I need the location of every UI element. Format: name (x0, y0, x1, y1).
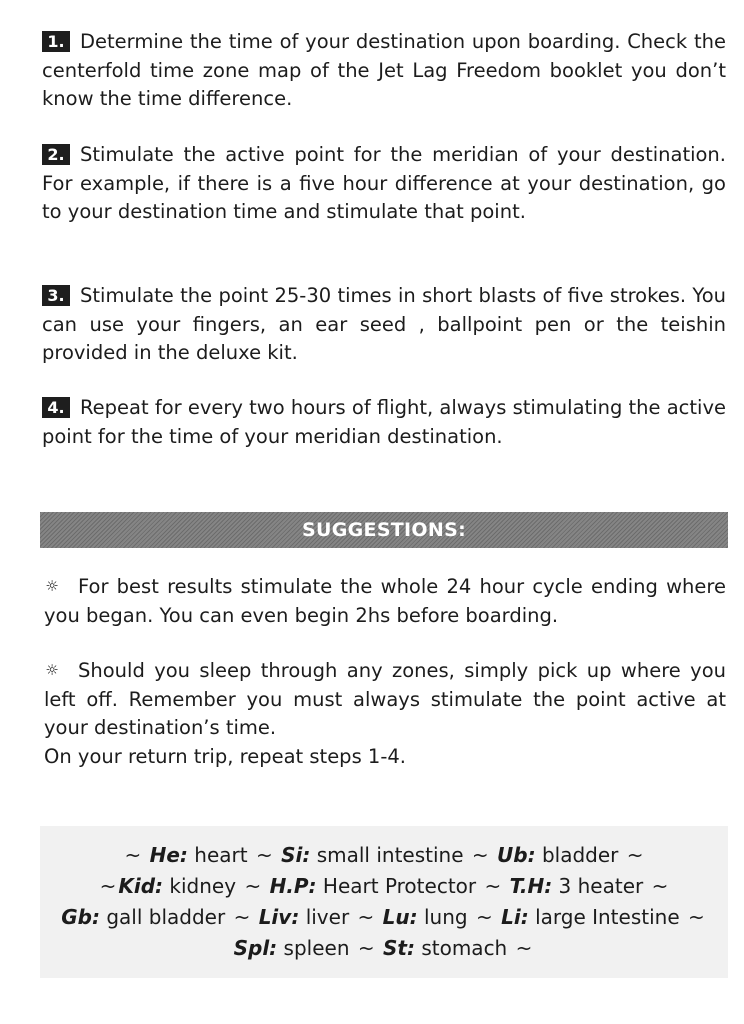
step-text: Repeat for every two hours of flight, always stimulating the active point for the time of your meridian destination. (42, 396, 726, 448)
legend-abbr: Liv: (258, 905, 300, 929)
suggestion-text: For best results stimulate the whole 24 hour cycle ending where you began. You can even begin 2hs before boarding. (44, 575, 726, 627)
step-text: Stimulate the point 25-30 times in short blasts of five strokes. You can use your fingers, an ear seed , ballpoint pen or the teishin provided in the deluxe kit. (42, 284, 726, 364)
legend-meaning: bladder (541, 843, 619, 867)
legend-abbr: Kid: (118, 874, 164, 898)
step-1 (42, 28, 726, 114)
legend-meaning: heart (194, 843, 248, 867)
legend-abbr: He: (149, 843, 188, 867)
step-number-badge: 1. (42, 31, 70, 52)
legend-meaning: liver (305, 905, 350, 929)
legend-abbr: Si: (281, 843, 311, 867)
return-trip-note: On your return trip, repeat steps 1-4. (44, 744, 406, 768)
step-2 (42, 141, 726, 227)
legend-meaning: stomach (421, 936, 508, 960)
step-text: Determine the time of your destination upon boarding. Check the centerfold time zone map of the Jet Lag Freedom booklet you don’t know the time difference. (42, 30, 726, 110)
legend-abbr: Ub: (497, 843, 536, 867)
legend-meaning: gall bladder (106, 905, 226, 929)
legend-meaning: kidney (169, 874, 237, 898)
legend-meaning: lung (424, 905, 468, 929)
step-3 (42, 282, 726, 368)
legend-line-3: Gb: gall bladder ~ Liv: liver ~ Lu: lung ~ Li: large Intestine ~ (61, 905, 705, 929)
step-number-badge: 4. (42, 397, 70, 418)
legend-abbr: St: (383, 936, 415, 960)
step-4 (42, 394, 726, 451)
legend-line-4: Spl: spleen ~ St: stomach ~ (233, 936, 533, 960)
legend-meaning: large Intestine (535, 905, 680, 929)
legend-abbr: H.P: (269, 874, 317, 898)
suggestions-heading: SUGGESTIONS: (40, 512, 728, 548)
step-number-badge: 2. (42, 144, 70, 165)
suggestion-item-1 (44, 572, 726, 630)
sun-bullet-icon: ☼ (45, 577, 59, 595)
legend-meaning: small intestine (316, 843, 464, 867)
step-number-badge: 3. (42, 285, 70, 306)
legend-abbr: Li: (501, 905, 529, 929)
suggestion-text: Should you sleep through any zones, simply pick up where you left off. Remember you must always stimulate the point active at your destination’s time. (44, 659, 726, 739)
sun-bullet-icon: ☼ (45, 661, 59, 679)
legend-abbr: Spl: (233, 936, 278, 960)
legend-abbr: T.H: (509, 874, 553, 898)
legend-line-2: ~ Kid: kidney ~ H.P: Heart Protector ~ T.H: 3 heater ~ (99, 874, 669, 898)
legend-meaning: spleen (283, 936, 350, 960)
step-text: Stimulate the active point for the meridian of your destination. For example, if there is a five hour difference at your destination, go to your destination time and stimulate that point. (42, 143, 726, 223)
legend-line-1: ~ He: heart ~ Si: small intestine ~ Ub: bladder ~ (124, 843, 644, 867)
legend-abbr: Lu: (382, 905, 418, 929)
legend-meaning: Heart Protector (322, 874, 477, 898)
meridian-legend (40, 826, 728, 978)
suggestion-item-2 (44, 656, 726, 771)
legend-abbr: Gb: (61, 905, 100, 929)
legend-meaning: 3 heater (558, 874, 644, 898)
